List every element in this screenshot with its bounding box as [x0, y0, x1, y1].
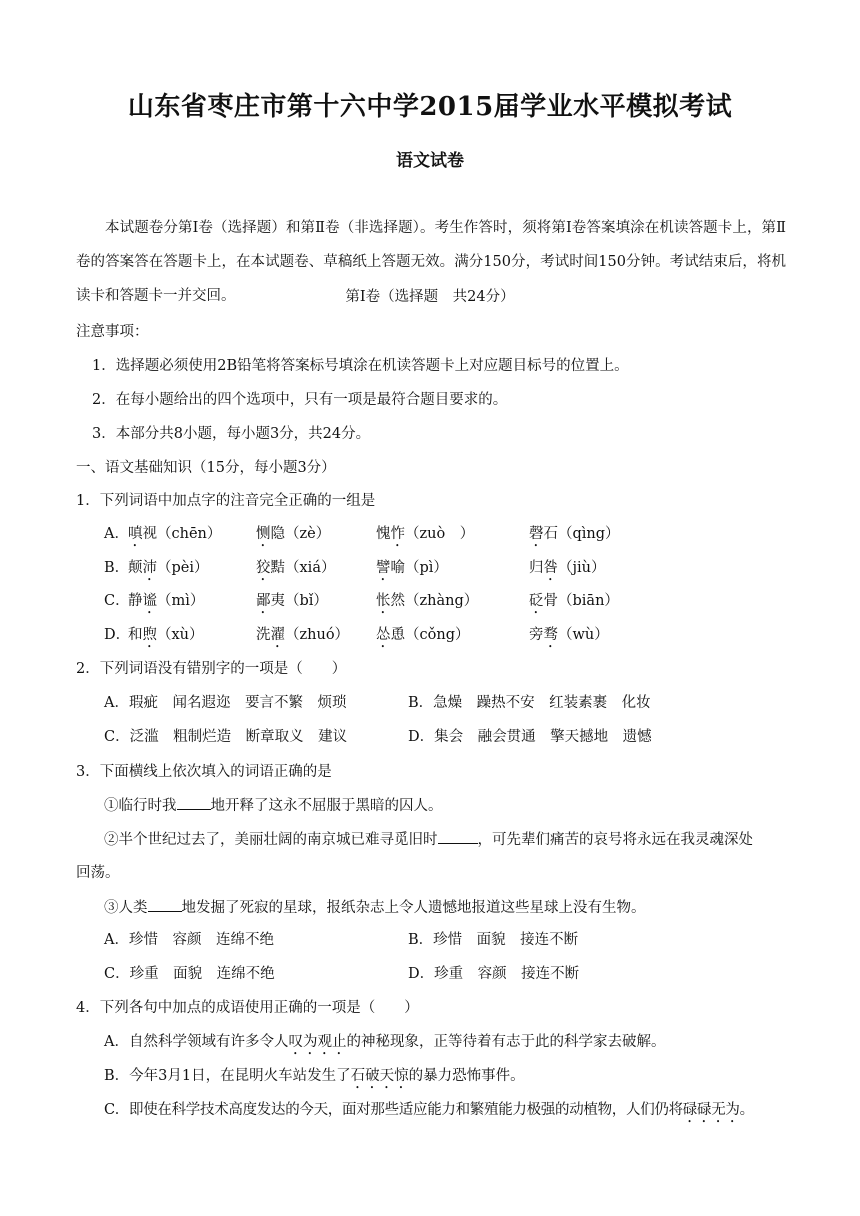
q2-option-b: B．急燥 躁热不安 红装素裹 化妆 [408, 695, 651, 711]
q2-option-a: A．瑕疵 闻名遐迩 要言不繁 烦琐 [104, 695, 347, 711]
option-label: B． [104, 560, 130, 576]
dotted-char: 怍 [390, 526, 405, 542]
dotted-idiom: 石破天惊 [350, 1068, 409, 1084]
dotted-char: 譬 [376, 560, 391, 576]
dotted-char: 怂 [376, 627, 391, 643]
q4-option-a: A．自然科学领域有许多令人叹为观止的神秘现象，正等待着有志于此的科学家去破解。 [104, 1034, 666, 1050]
word-cell: 怅然（zhàng） [376, 593, 479, 609]
dotted-char: 濯 [270, 627, 285, 643]
word-cell: 鄙夷（bǐ） [256, 593, 328, 609]
dotted-char: 谧 [142, 593, 157, 609]
q1-stem: 1．下列词语中加点字的注音完全正确的一组是 [76, 493, 376, 509]
word-cell: 旁骛（wù） [529, 627, 609, 643]
word-cell: 嗔视（chēn） [128, 526, 222, 542]
word-cell: 怂恿（cǒng） [376, 627, 470, 643]
word-cell: 愧怍（zuò ） [376, 526, 475, 542]
blank-line [148, 897, 182, 912]
q3-option-d: D．珍重 容颜 接连不断 [408, 966, 580, 982]
word-cell: 砭骨（biān） [529, 593, 619, 609]
dotted-char: 磬 [529, 526, 544, 542]
page-subtitle: 语文试卷 [396, 151, 464, 171]
word-cell: 和煦（xù） [128, 627, 204, 643]
note-item: 2．在每小题给出的四个选项中，只有一项是最符合题目要求的。 [92, 392, 508, 408]
blank-line [177, 795, 211, 810]
q3-sentence-2-cont: 回荡。 [76, 865, 120, 881]
notes-heading: 注意事项： [76, 324, 149, 340]
dotted-idiom: 碌碌无为 [682, 1102, 740, 1118]
q4-option-b: B．今年3月1日，在昆明火车站发生了石破天惊的暴力恐怖事件。 [104, 1068, 525, 1084]
q3-stem: 3．下面横线上依次填入的词语正确的是 [76, 764, 332, 780]
q3-option-b: B．珍惜 面貌 接连不断 [408, 932, 579, 948]
q3-sentence-2: ②半个世纪过去了，美丽壮阔的南京城已难寻觅旧时 ，可先辈们痛苦的哀号将永远在我灵魂深处 [104, 829, 753, 850]
q3-option-c: C．珍重 面貌 连绵不绝 [104, 966, 275, 982]
note-item: 3．本部分共8小题，每小题3分，共24分。 [92, 426, 371, 442]
option-label: C． [104, 593, 130, 609]
dotted-idiom: 叹为观止 [288, 1034, 347, 1050]
dotted-char: 骛 [543, 627, 558, 643]
word-cell: 狡黠（xiá） [256, 560, 336, 576]
dotted-char: 鄙 [256, 593, 271, 609]
q2-option-c: C．泛滥 粗制烂造 断章取义 建议 [104, 729, 348, 745]
q3-sentence-3: ③人类 地发掘了死寂的星球，报纸杂志上令人遗憾地报道这些星球上没有生物。 [104, 897, 646, 918]
word-cell: 磬石（qìng） [529, 526, 620, 542]
dotted-char: 咎 [543, 560, 558, 576]
word-cell: 归咎（jiù） [529, 560, 606, 576]
q4-stem: 4．下列各句中加点的成语使用正确的一项是（ ） [76, 1000, 419, 1016]
word-cell: 恻隐（zè） [256, 526, 331, 542]
page-title: 山东省枣庄市第十六中学2015届学业水平模拟考试 [127, 92, 733, 122]
section1-heading: 一、语文基础知识（15分，每小题3分） [76, 460, 336, 476]
blank-line [438, 829, 478, 844]
option-label: D． [104, 627, 131, 643]
note-item: 1．选择题必须使用2B铅笔将答案标号填涂在机读答题卡上对应题目标号的位置上。 [92, 358, 629, 374]
dotted-char: 沛 [142, 560, 157, 576]
word-cell: 譬喻（pì） [376, 560, 448, 576]
word-cell: 颠沛（pèi） [128, 560, 209, 576]
part1-heading: 第Ⅰ卷（选择题 共24分） [345, 289, 515, 305]
q2-stem: 2．下列词语没有错别字的一项是（ ） [76, 661, 347, 677]
q3-sentence-1: ①临行时我 地开释了这永不屈服于黑暗的囚人。 [104, 795, 443, 816]
q4-option-c: C．即使在科学技术高度发达的今天，面对那些适应能力和繁殖能力极强的动植物，人们仍将碌碌无为。 [104, 1102, 754, 1118]
dotted-char: 狡 [256, 560, 271, 576]
word-cell: 洗濯（zhuó） [256, 627, 350, 643]
dotted-char: 煦 [142, 627, 157, 643]
dotted-char: 恻 [256, 526, 271, 542]
option-label: A． [104, 526, 129, 542]
q2-option-d: D．集会 融会贯通 擎天撼地 遗憾 [408, 729, 652, 745]
q3-option-a: A．珍惜 容颜 连绵不绝 [104, 932, 274, 948]
word-cell: 静谧（mì） [128, 593, 205, 609]
intro-paragraph: 本试题卷分第Ⅰ卷（选择题）和第Ⅱ卷（非选择题）。考生作答时，须将第Ⅰ卷答案填涂在机读答题卡上，第Ⅱ卷的答案答在答题卡上，在本试题卷、草稿纸上答题无效。满分150分，考试时间150分钟。考试结束后，将机读卡和答题卡一并交回。 [76, 220, 786, 304]
dotted-char: 怅 [376, 593, 391, 609]
dotted-char: 砭 [529, 593, 544, 609]
dotted-char: 嗔 [128, 526, 143, 542]
